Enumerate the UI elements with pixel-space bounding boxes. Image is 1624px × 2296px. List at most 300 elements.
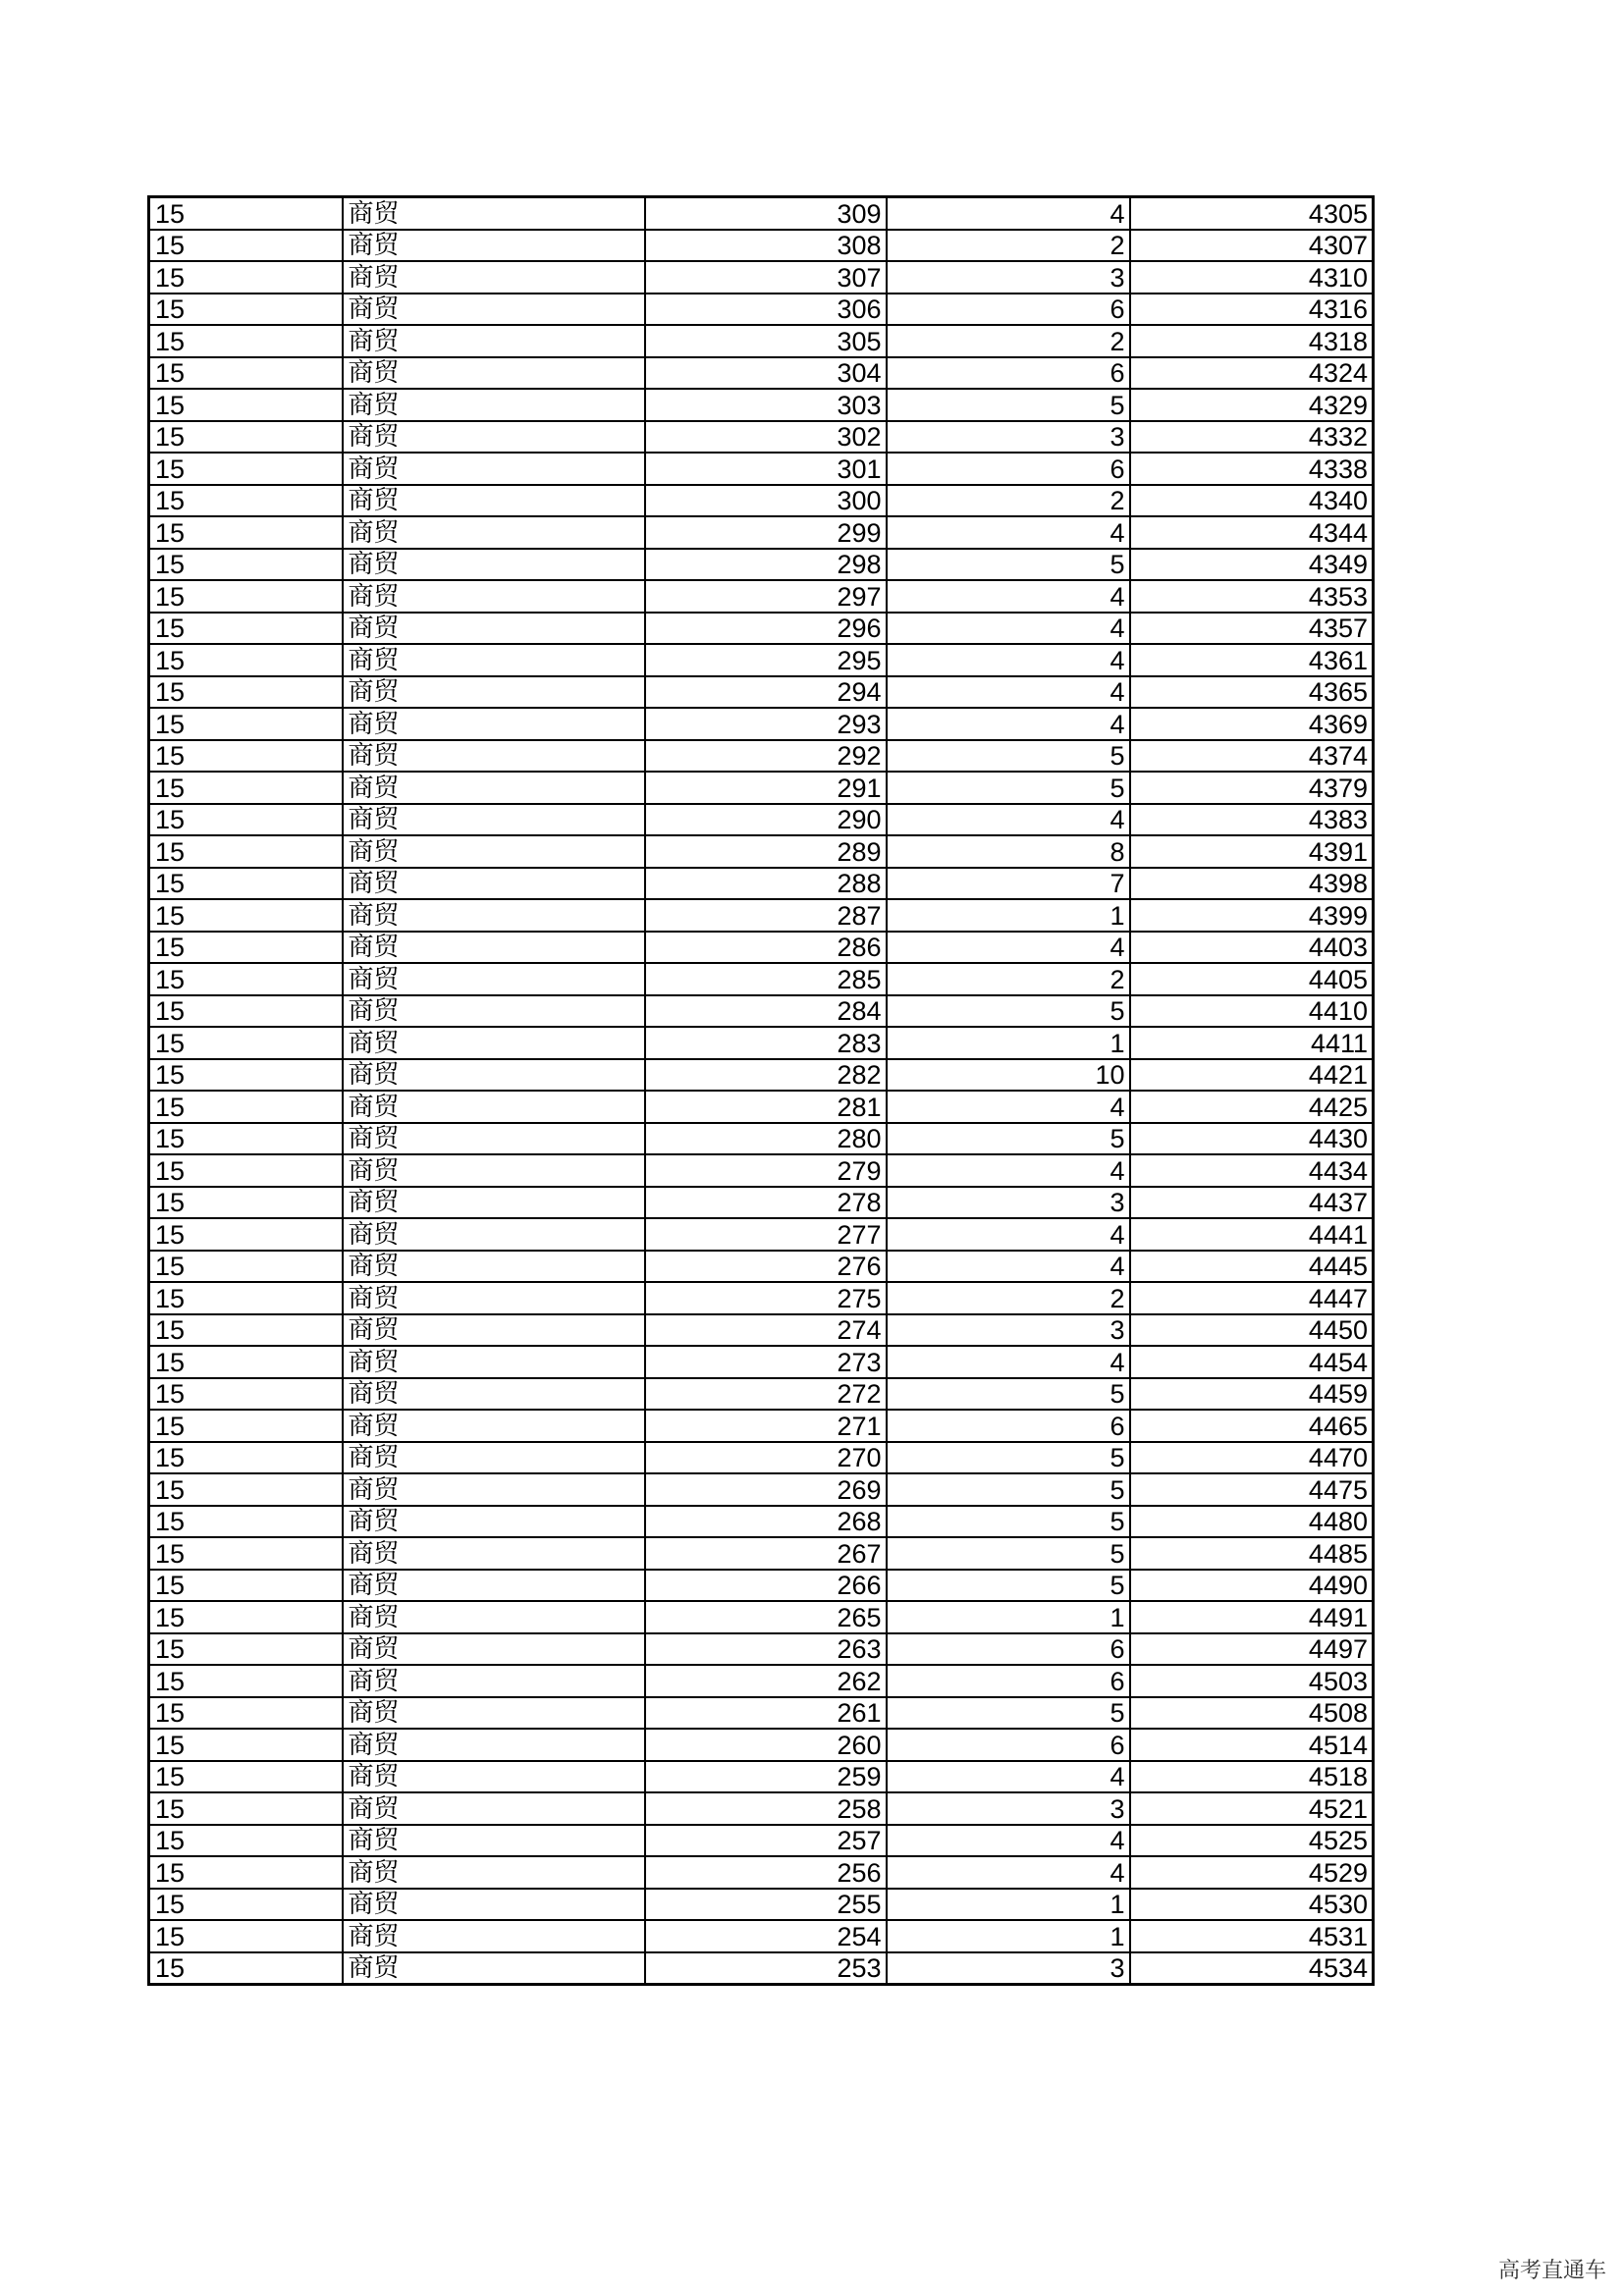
batch-code-cell: 15 [149, 294, 343, 326]
count-cell: 5 [887, 1697, 1130, 1730]
count-cell: 4 [887, 1856, 1130, 1889]
table-row [149, 1537, 1374, 1570]
category-cell: 商贸 [343, 197, 645, 230]
category-cell: 商贸 [343, 995, 645, 1028]
batch-code-cell: 15 [149, 1410, 343, 1442]
table-row [149, 1761, 1374, 1793]
cumulative-count-cell: 4398 [1130, 868, 1374, 900]
table-row [149, 1665, 1374, 1697]
table-row [149, 676, 1374, 709]
category-cell: 商贸 [343, 294, 645, 326]
table-row [149, 1856, 1374, 1889]
cumulative-count-cell: 4454 [1130, 1346, 1374, 1378]
batch-code-cell: 15 [149, 1601, 343, 1633]
count-cell: 6 [887, 1665, 1130, 1697]
score-cell: 307 [645, 261, 887, 294]
cumulative-count-cell: 4525 [1130, 1825, 1374, 1857]
table-row [149, 772, 1374, 804]
cumulative-count-cell: 4369 [1130, 708, 1374, 740]
score-cell: 259 [645, 1761, 887, 1793]
count-cell: 6 [887, 1729, 1130, 1761]
category-cell: 商贸 [343, 1251, 645, 1283]
category-cell: 商贸 [343, 613, 645, 645]
category-cell: 商贸 [343, 804, 645, 836]
category-cell: 商贸 [343, 1825, 645, 1857]
category-cell: 商贸 [343, 580, 645, 613]
batch-code-cell: 15 [149, 963, 343, 995]
table-row [149, 1729, 1374, 1761]
table-row [149, 294, 1374, 326]
table-row [149, 868, 1374, 900]
score-cell: 263 [645, 1633, 887, 1666]
cumulative-count-cell: 4529 [1130, 1856, 1374, 1889]
count-cell: 1 [887, 1601, 1130, 1633]
count-cell: 1 [887, 1889, 1130, 1921]
score-cell: 255 [645, 1889, 887, 1921]
category-cell: 商贸 [343, 485, 645, 517]
count-cell: 2 [887, 230, 1130, 262]
category-cell: 商贸 [343, 899, 645, 932]
category-cell: 商贸 [343, 1091, 645, 1123]
category-cell: 商贸 [343, 453, 645, 485]
category-cell: 商贸 [343, 1665, 645, 1697]
batch-code-cell: 15 [149, 1856, 343, 1889]
table-row [149, 995, 1374, 1028]
batch-code-cell: 15 [149, 1378, 343, 1411]
count-cell: 1 [887, 899, 1130, 932]
count-cell: 6 [887, 1410, 1130, 1442]
category-cell: 商贸 [343, 1187, 645, 1219]
count-cell: 5 [887, 1442, 1130, 1474]
table-row [149, 421, 1374, 454]
table-row [149, 453, 1374, 485]
score-cell: 298 [645, 549, 887, 581]
batch-code-cell: 15 [149, 1889, 343, 1921]
score-cell: 305 [645, 325, 887, 357]
cumulative-count-cell: 4379 [1130, 772, 1374, 804]
table-row [149, 325, 1374, 357]
score-cell: 285 [645, 963, 887, 995]
category-cell: 商贸 [343, 1218, 645, 1251]
cumulative-count-cell: 4305 [1130, 197, 1374, 230]
count-cell: 5 [887, 1378, 1130, 1411]
table-row [149, 1442, 1374, 1474]
count-cell: 2 [887, 1282, 1130, 1314]
batch-code-cell: 15 [149, 932, 343, 964]
cumulative-count-cell: 4430 [1130, 1123, 1374, 1155]
count-cell: 6 [887, 294, 1130, 326]
table-row [149, 1601, 1374, 1633]
cumulative-count-cell: 4421 [1130, 1059, 1374, 1092]
score-table [147, 195, 1375, 1986]
table-row [149, 1059, 1374, 1092]
count-cell: 3 [887, 1952, 1130, 1985]
score-cell: 296 [645, 613, 887, 645]
batch-code-cell: 15 [149, 1251, 343, 1283]
cumulative-count-cell: 4344 [1130, 516, 1374, 549]
table-row [149, 516, 1374, 549]
count-cell: 3 [887, 1792, 1130, 1825]
score-cell: 306 [645, 294, 887, 326]
batch-code-cell: 15 [149, 740, 343, 773]
batch-code-cell: 15 [149, 1537, 343, 1570]
cumulative-count-cell: 4318 [1130, 325, 1374, 357]
batch-code-cell: 15 [149, 230, 343, 262]
count-cell: 5 [887, 549, 1130, 581]
count-cell: 4 [887, 1761, 1130, 1793]
cumulative-count-cell: 4329 [1130, 389, 1374, 421]
batch-code-cell: 15 [149, 1729, 343, 1761]
score-cell: 260 [645, 1729, 887, 1761]
batch-code-cell: 15 [149, 1218, 343, 1251]
batch-code-cell: 15 [149, 580, 343, 613]
table-row [149, 835, 1374, 868]
table-row [149, 1314, 1374, 1347]
category-cell: 商贸 [343, 1920, 645, 1952]
score-cell: 308 [645, 230, 887, 262]
table-row [149, 1378, 1374, 1411]
category-cell: 商贸 [343, 261, 645, 294]
cumulative-count-cell: 4383 [1130, 804, 1374, 836]
score-cell: 292 [645, 740, 887, 773]
table-row [149, 1154, 1374, 1187]
batch-code-cell: 15 [149, 516, 343, 549]
batch-code-cell: 15 [149, 708, 343, 740]
count-cell: 5 [887, 1473, 1130, 1506]
count-cell: 4 [887, 932, 1130, 964]
cumulative-count-cell: 4365 [1130, 676, 1374, 709]
category-cell: 商贸 [343, 325, 645, 357]
batch-code-cell: 15 [149, 1346, 343, 1378]
count-cell: 2 [887, 963, 1130, 995]
score-cell: 272 [645, 1378, 887, 1411]
count-cell: 5 [887, 1123, 1130, 1155]
cumulative-count-cell: 4434 [1130, 1154, 1374, 1187]
table-row [149, 1697, 1374, 1730]
batch-code-cell: 15 [149, 485, 343, 517]
batch-code-cell: 15 [149, 1506, 343, 1538]
cumulative-count-cell: 4518 [1130, 1761, 1374, 1793]
score-cell: 303 [645, 389, 887, 421]
category-cell: 商贸 [343, 740, 645, 773]
batch-code-cell: 15 [149, 1123, 343, 1155]
cumulative-count-cell: 4324 [1130, 357, 1374, 390]
score-cell: 273 [645, 1346, 887, 1378]
table-row [149, 1091, 1374, 1123]
batch-code-cell: 15 [149, 1697, 343, 1730]
category-cell: 商贸 [343, 1314, 645, 1347]
table-row [149, 1920, 1374, 1952]
category-cell: 商贸 [343, 932, 645, 964]
category-cell: 商贸 [343, 1059, 645, 1092]
score-cell: 266 [645, 1570, 887, 1602]
cumulative-count-cell: 4425 [1130, 1091, 1374, 1123]
batch-code-cell: 15 [149, 1473, 343, 1506]
count-cell: 4 [887, 1825, 1130, 1857]
batch-code-cell: 15 [149, 1952, 343, 1985]
table-row [149, 932, 1374, 964]
cumulative-count-cell: 4403 [1130, 932, 1374, 964]
cumulative-count-cell: 4445 [1130, 1251, 1374, 1283]
table-row [149, 804, 1374, 836]
batch-code-cell: 15 [149, 325, 343, 357]
batch-code-cell: 15 [149, 1314, 343, 1347]
score-cell: 289 [645, 835, 887, 868]
score-cell: 271 [645, 1410, 887, 1442]
score-cell: 281 [645, 1091, 887, 1123]
batch-code-cell: 15 [149, 421, 343, 454]
category-cell: 商贸 [343, 1889, 645, 1921]
score-cell: 279 [645, 1154, 887, 1187]
category-cell: 商贸 [343, 1952, 645, 1985]
cumulative-count-cell: 4534 [1130, 1952, 1374, 1985]
table-row [149, 1218, 1374, 1251]
score-cell: 280 [645, 1123, 887, 1155]
score-cell: 284 [645, 995, 887, 1028]
score-cell: 275 [645, 1282, 887, 1314]
count-cell: 3 [887, 421, 1130, 454]
table-row [149, 708, 1374, 740]
cumulative-count-cell: 4437 [1130, 1187, 1374, 1219]
table-row [149, 1506, 1374, 1538]
batch-code-cell: 15 [149, 899, 343, 932]
category-cell: 商贸 [343, 1537, 645, 1570]
batch-code-cell: 15 [149, 804, 343, 836]
score-cell: 256 [645, 1856, 887, 1889]
category-cell: 商贸 [343, 516, 645, 549]
count-cell: 4 [887, 676, 1130, 709]
score-cell: 258 [645, 1792, 887, 1825]
category-cell: 商贸 [343, 1570, 645, 1602]
table-row [149, 1570, 1374, 1602]
count-cell: 5 [887, 1506, 1130, 1538]
table-row [149, 613, 1374, 645]
score-cell: 290 [645, 804, 887, 836]
cumulative-count-cell: 4332 [1130, 421, 1374, 454]
score-cell: 274 [645, 1314, 887, 1347]
cumulative-count-cell: 4361 [1130, 644, 1374, 676]
category-cell: 商贸 [343, 389, 645, 421]
batch-code-cell: 15 [149, 549, 343, 581]
cumulative-count-cell: 4357 [1130, 613, 1374, 645]
score-cell: 288 [645, 868, 887, 900]
category-cell: 商贸 [343, 1154, 645, 1187]
category-cell: 商贸 [343, 549, 645, 581]
cumulative-count-cell: 4530 [1130, 1889, 1374, 1921]
table-row [149, 899, 1374, 932]
score-table-body [149, 197, 1374, 1985]
score-cell: 293 [645, 708, 887, 740]
category-cell: 商贸 [343, 1442, 645, 1474]
count-cell: 3 [887, 1314, 1130, 1347]
batch-code-cell: 15 [149, 1633, 343, 1666]
cumulative-count-cell: 4310 [1130, 261, 1374, 294]
count-cell: 4 [887, 1154, 1130, 1187]
count-cell: 10 [887, 1059, 1130, 1092]
category-cell: 商贸 [343, 1633, 645, 1666]
score-cell: 295 [645, 644, 887, 676]
count-cell: 4 [887, 516, 1130, 549]
count-cell: 2 [887, 485, 1130, 517]
cumulative-count-cell: 4441 [1130, 1218, 1374, 1251]
cumulative-count-cell: 4470 [1130, 1442, 1374, 1474]
cumulative-count-cell: 4349 [1130, 549, 1374, 581]
batch-code-cell: 15 [149, 772, 343, 804]
cumulative-count-cell: 4374 [1130, 740, 1374, 773]
batch-code-cell: 15 [149, 261, 343, 294]
table-row [149, 740, 1374, 773]
batch-code-cell: 15 [149, 1059, 343, 1092]
count-cell: 5 [887, 995, 1130, 1028]
cumulative-count-cell: 4316 [1130, 294, 1374, 326]
count-cell: 4 [887, 613, 1130, 645]
count-cell: 1 [887, 1920, 1130, 1952]
category-cell: 商贸 [343, 1792, 645, 1825]
table-row [149, 1825, 1374, 1857]
category-cell: 商贸 [343, 676, 645, 709]
cumulative-count-cell: 4411 [1130, 1027, 1374, 1059]
cumulative-count-cell: 4521 [1130, 1792, 1374, 1825]
batch-code-cell: 15 [149, 357, 343, 390]
cumulative-count-cell: 4514 [1130, 1729, 1374, 1761]
cumulative-count-cell: 4490 [1130, 1570, 1374, 1602]
category-cell: 商贸 [343, 1410, 645, 1442]
count-cell: 4 [887, 804, 1130, 836]
category-cell: 商贸 [343, 708, 645, 740]
table-row [149, 1282, 1374, 1314]
category-cell: 商贸 [343, 1473, 645, 1506]
batch-code-cell: 15 [149, 1570, 343, 1602]
cumulative-count-cell: 4447 [1130, 1282, 1374, 1314]
category-cell: 商贸 [343, 1761, 645, 1793]
table-row [149, 1633, 1374, 1666]
batch-code-cell: 15 [149, 995, 343, 1028]
category-cell: 商贸 [343, 835, 645, 868]
cumulative-count-cell: 4475 [1130, 1473, 1374, 1506]
category-cell: 商贸 [343, 1378, 645, 1411]
score-cell: 261 [645, 1697, 887, 1730]
cumulative-count-cell: 4307 [1130, 230, 1374, 262]
batch-code-cell: 15 [149, 1442, 343, 1474]
count-cell: 5 [887, 1570, 1130, 1602]
score-cell: 254 [645, 1920, 887, 1952]
table-row [149, 261, 1374, 294]
cumulative-count-cell: 4391 [1130, 835, 1374, 868]
score-cell: 291 [645, 772, 887, 804]
cumulative-count-cell: 4353 [1130, 580, 1374, 613]
table-row [149, 1792, 1374, 1825]
count-cell: 6 [887, 1633, 1130, 1666]
category-cell: 商贸 [343, 963, 645, 995]
batch-code-cell: 15 [149, 1792, 343, 1825]
score-cell: 283 [645, 1027, 887, 1059]
count-cell: 5 [887, 740, 1130, 773]
batch-code-cell: 15 [149, 1761, 343, 1793]
cumulative-count-cell: 4508 [1130, 1697, 1374, 1730]
count-cell: 4 [887, 580, 1130, 613]
category-cell: 商贸 [343, 1697, 645, 1730]
cumulative-count-cell: 4503 [1130, 1665, 1374, 1697]
table-row [149, 963, 1374, 995]
batch-code-cell: 15 [149, 1027, 343, 1059]
cumulative-count-cell: 4405 [1130, 963, 1374, 995]
score-cell: 257 [645, 1825, 887, 1857]
score-cell: 268 [645, 1506, 887, 1538]
table-row [149, 1952, 1374, 1985]
batch-code-cell: 15 [149, 1920, 343, 1952]
cumulative-count-cell: 4338 [1130, 453, 1374, 485]
category-cell: 商贸 [343, 772, 645, 804]
count-cell: 4 [887, 1091, 1130, 1123]
cumulative-count-cell: 4465 [1130, 1410, 1374, 1442]
category-cell: 商贸 [343, 1506, 645, 1538]
count-cell: 1 [887, 1027, 1130, 1059]
score-cell: 276 [645, 1251, 887, 1283]
score-cell: 269 [645, 1473, 887, 1506]
count-cell: 5 [887, 389, 1130, 421]
category-cell: 商贸 [343, 230, 645, 262]
table-row [149, 1473, 1374, 1506]
batch-code-cell: 15 [149, 1825, 343, 1857]
score-cell: 294 [645, 676, 887, 709]
score-cell: 262 [645, 1665, 887, 1697]
table-row [149, 1123, 1374, 1155]
count-cell: 4 [887, 197, 1130, 230]
score-cell: 309 [645, 197, 887, 230]
score-cell: 267 [645, 1537, 887, 1570]
batch-code-cell: 15 [149, 676, 343, 709]
score-cell: 299 [645, 516, 887, 549]
batch-code-cell: 15 [149, 1091, 343, 1123]
cumulative-count-cell: 4485 [1130, 1537, 1374, 1570]
score-cell: 253 [645, 1952, 887, 1985]
score-cell: 300 [645, 485, 887, 517]
count-cell: 4 [887, 644, 1130, 676]
score-cell: 302 [645, 421, 887, 454]
category-cell: 商贸 [343, 357, 645, 390]
score-cell: 270 [645, 1442, 887, 1474]
count-cell: 5 [887, 1537, 1130, 1570]
batch-code-cell: 15 [149, 1282, 343, 1314]
cumulative-count-cell: 4491 [1130, 1601, 1374, 1633]
category-cell: 商贸 [343, 1856, 645, 1889]
count-cell: 3 [887, 1187, 1130, 1219]
table-row [149, 197, 1374, 230]
watermark-text: 高考直通车 [1497, 2259, 1606, 2283]
score-cell: 282 [645, 1059, 887, 1092]
category-cell: 商贸 [343, 1282, 645, 1314]
count-cell: 5 [887, 772, 1130, 804]
cumulative-count-cell: 4399 [1130, 899, 1374, 932]
batch-code-cell: 15 [149, 453, 343, 485]
batch-code-cell: 15 [149, 197, 343, 230]
cumulative-count-cell: 4531 [1130, 1920, 1374, 1952]
score-cell: 287 [645, 899, 887, 932]
count-cell: 6 [887, 453, 1130, 485]
table-row [149, 549, 1374, 581]
category-cell: 商贸 [343, 644, 645, 676]
count-cell: 6 [887, 357, 1130, 390]
table-row [149, 1187, 1374, 1219]
table-row [149, 230, 1374, 262]
batch-code-cell: 15 [149, 1187, 343, 1219]
table-row [149, 1251, 1374, 1283]
table-row [149, 389, 1374, 421]
category-cell: 商贸 [343, 1123, 645, 1155]
batch-code-cell: 15 [149, 644, 343, 676]
category-cell: 商贸 [343, 421, 645, 454]
batch-code-cell: 15 [149, 389, 343, 421]
